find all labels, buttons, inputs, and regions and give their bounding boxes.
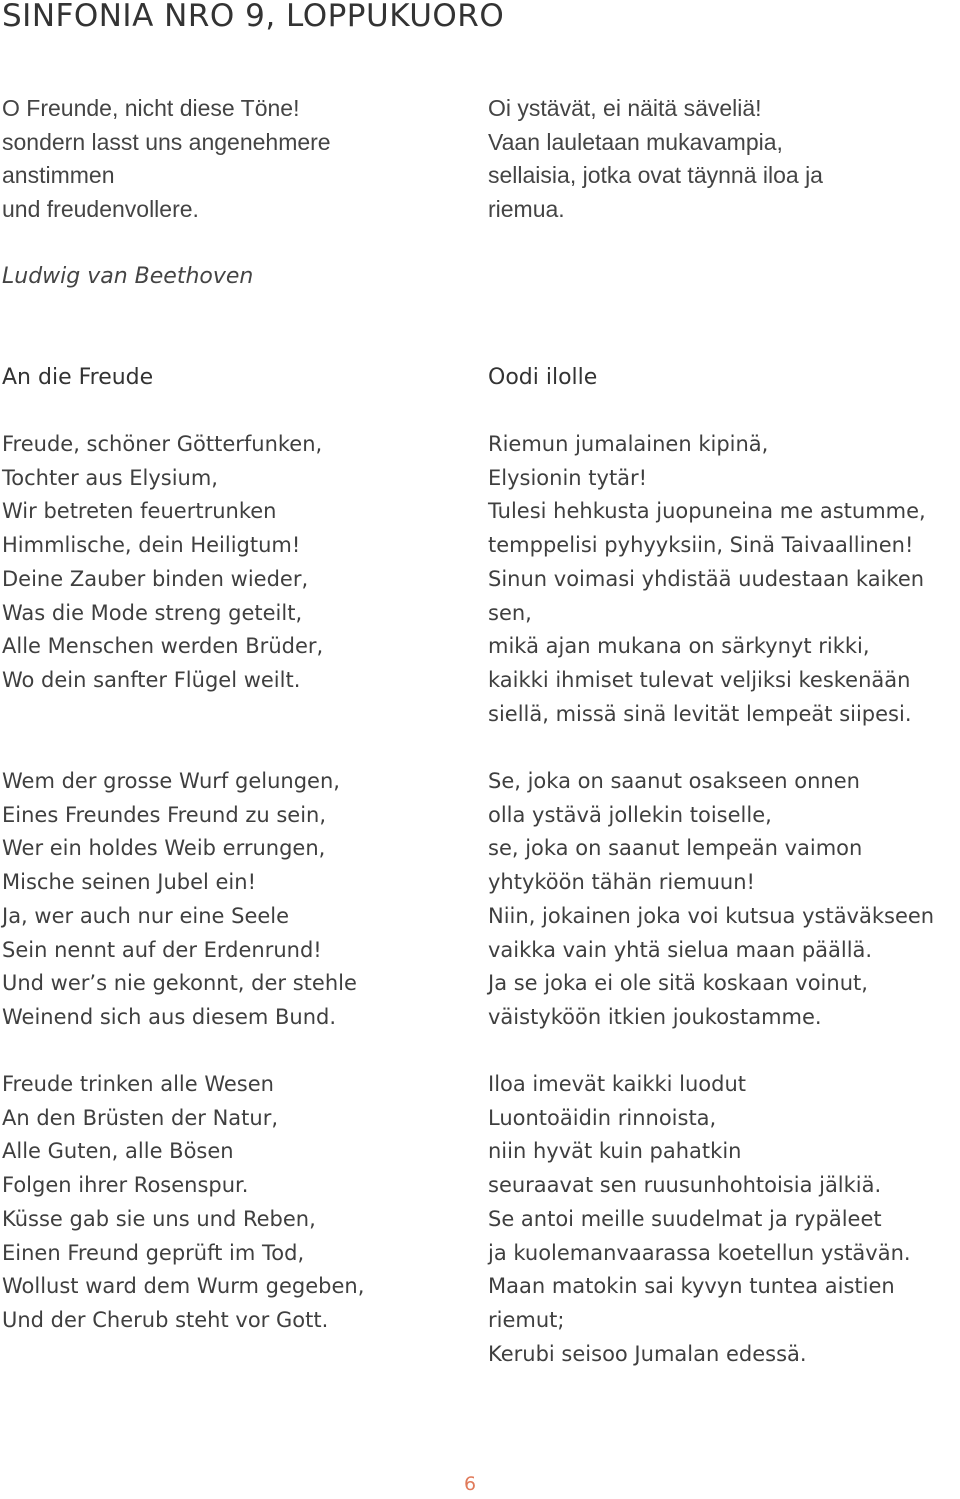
verse-line: Und der Cherub steht vor Gott. (2, 1307, 329, 1332)
verse-line: Se antoi meille suudelmat ja rypäleet (488, 1206, 882, 1231)
verse-line: Wollust ward dem Wurm gegeben, (2, 1274, 365, 1299)
verse-line: se, joka on saanut lempeän vaimon (488, 836, 863, 861)
verse-line: kaikki ihmiset tulevat veljiksi keskenään (488, 667, 911, 692)
verse-line: Riemun jumalainen kipinä, (488, 432, 769, 456)
intro-finnish-line: Oi ystävät, ei näitä säveliä! (488, 95, 762, 121)
verse-line: Sein nennt auf der Erdenrund! (2, 937, 322, 962)
verse-line: An den Brüsten der Natur, (2, 1105, 279, 1130)
verse-line: Wo dein sanfter Flügel weilt. (2, 667, 301, 692)
verse-line: Himmlische, dein Heiligtum! (2, 533, 301, 558)
verse-line: Was die Mode streng geteilt, (2, 600, 303, 625)
finnish-stanza-1 (488, 428, 926, 731)
german-stanza-3 (2, 1068, 364, 1338)
verse-line: Freude, schöner Götterfunken, (2, 432, 323, 456)
verse-line: Tulesi hehkusta juopuneina me astumme, (488, 499, 926, 524)
finnish-stanza-3 (488, 1068, 911, 1371)
page-title: SINFONIA NRO 9, LOPPUKUORO (2, 0, 505, 34)
verse-line: Ja se joka ei ole sitä koskaan voinut, (488, 971, 868, 996)
verse-line: Elysionin tytär! (488, 465, 648, 490)
verse-line: vaikka vain yhtä sielua maan päällä. (488, 937, 873, 962)
verse-line: Weinend sich aus diesem Bund. (2, 1004, 337, 1029)
verse-line: siellä, missä sinä levität lempeät siipesi. (488, 701, 912, 726)
verse-line: Kerubi seisoo Jumalan edessä. (488, 1341, 807, 1366)
verse-line: Iloa imevät kaikki luodut (488, 1072, 747, 1096)
verse-line: Folgen ihrer Rosenspur. (2, 1173, 249, 1198)
verse-line: Sinun voimasi yhdistää uudestaan kaiken (488, 566, 925, 591)
german-poem-title: An die Freude (2, 365, 154, 390)
verse-line: Freude trinken alle Wesen (2, 1072, 274, 1096)
finnish-poem-title: Oodi ilolle (488, 365, 598, 390)
intro-finnish-line: Vaan lauletaan mukavampia, (488, 128, 783, 155)
verse-line: Deine Zauber binden wieder, (2, 566, 309, 591)
verse-line: Se, joka on saanut osakseen onnen (488, 769, 860, 793)
verse-line: Alle Guten, alle Bösen (2, 1139, 234, 1164)
verse-line: Einen Freund geprüft im Tod, (2, 1240, 305, 1265)
verse-line: Und wer’s nie gekonnt, der stehle (2, 971, 357, 996)
verse-line: yhtyköön tähän riemuun! (488, 870, 755, 895)
intro-finnish-line: sellaisia, jotka ovat täynnä iloa ja (488, 162, 823, 188)
intro-german-line: anstimmen (2, 162, 115, 188)
verse-line: mikä ajan mukana on särkynyt rikki, (488, 634, 870, 659)
verse-line: Niin, jokainen joka voi kutsua ystäväkseen (488, 903, 935, 928)
intro-german-line: O Freunde, nicht diese Töne! (2, 95, 300, 121)
verse-line: temppelisi pyhyyksiin, Sinä Taivaallinen! (488, 533, 914, 558)
verse-line: seuraavat sen ruusunhohtoisia jälkiä. (488, 1173, 882, 1198)
verse-line: Küsse gab sie uns und Reben, (2, 1206, 316, 1231)
intro-german (2, 92, 331, 226)
verse-line: väistyköön itkien joukostamme. (488, 1004, 822, 1029)
verse-line: Wer ein holdes Weib errungen, (2, 836, 326, 861)
intro-finnish (488, 92, 823, 226)
verse-line: Wem der grosse Wurf gelungen, (2, 769, 340, 793)
verse-line: Maan matokin sai kyvyn tuntea aistien (488, 1274, 895, 1299)
verse-line: ja kuolemanvaarassa koetellun ystävän. (488, 1240, 911, 1265)
page-number: 6 (463, 1473, 477, 1495)
intro-finnish-line: riemua. (488, 195, 565, 222)
verse-line: Mische seinen Jubel ein! (2, 870, 256, 895)
verse-line: Wir betreten feuertrunken (2, 499, 277, 524)
verse-line: Tochter aus Elysium, (2, 465, 218, 490)
composer-name: Ludwig van Beethoven (2, 264, 254, 289)
intro-german-line: und freudenvollere. (2, 195, 199, 222)
verse-line: niin hyvät kuin pahatkin (488, 1139, 742, 1164)
verse-line: sen, (488, 600, 532, 625)
intro-german-line: sondern lasst uns angenehmere (2, 128, 331, 155)
verse-line: Alle Menschen werden Brüder, (2, 634, 324, 659)
verse-line: Eines Freundes Freund zu sein, (2, 802, 327, 827)
verse-line: Luontoäidin rinnoista, (488, 1105, 717, 1130)
verse-line: Ja, wer auch nur eine Seele (2, 903, 290, 928)
verse-line: riemut; (488, 1307, 565, 1332)
german-stanza-1 (2, 428, 323, 698)
german-stanza-2 (2, 765, 357, 1035)
finnish-stanza-2 (488, 765, 934, 1035)
verse-line: olla ystävä jollekin toiselle, (488, 802, 772, 827)
